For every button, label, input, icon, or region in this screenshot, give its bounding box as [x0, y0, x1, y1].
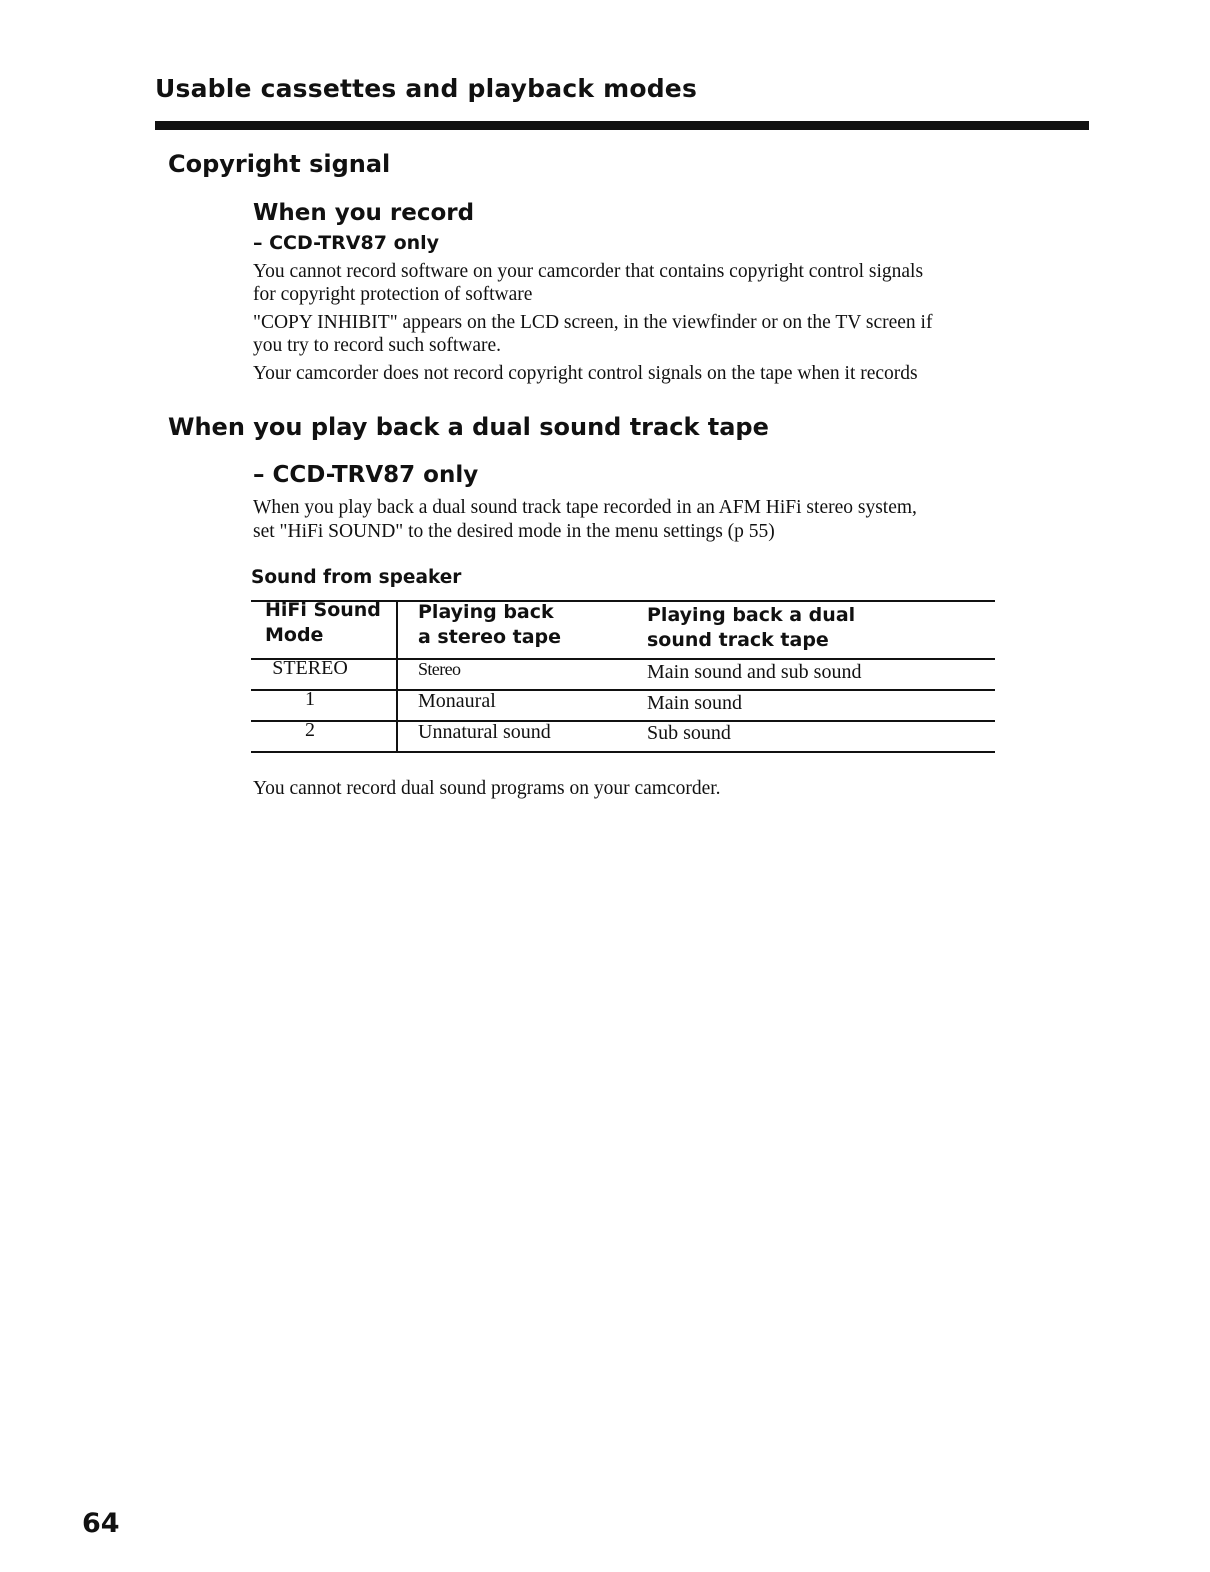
- body-line: "COPY INHIBIT" appears on the LCD screen, in the viewfinder or on the TV screen if: [253, 312, 933, 333]
- table-cell-mode: 1: [305, 688, 315, 710]
- table-cell-stereo: Monaural: [418, 690, 496, 712]
- table-bottom-rule: [251, 751, 995, 753]
- section-title-dual-sound: When you play back a dual sound track tape: [168, 413, 769, 441]
- table-header-stereo: Playing back a stereo tape: [418, 601, 562, 648]
- subsection-title-when-you-record: When you record: [253, 200, 475, 226]
- body-line: When you play back a dual sound track tape recorded in an AFM HiFi stereo system,: [253, 497, 917, 518]
- body-line: set "HiFi SOUND" to the desired mode in the menu settings (p 55): [253, 521, 775, 542]
- model-note-dual-sound: – CCD-TRV87 only: [253, 462, 479, 488]
- section-title-copyright: Copyright signal: [168, 150, 391, 178]
- body-line: Your camcorder does not record copyright control signals on the tape when it records: [253, 363, 918, 384]
- table-header-dual: Playing back a dual sound track tape: [647, 604, 856, 651]
- table-cell-stereo: Unnatural sound: [418, 721, 551, 743]
- body-line: You cannot record software on your camcorder that contains copyright control signals: [253, 261, 924, 282]
- page-header-title: Usable cassettes and playback modes: [155, 74, 698, 103]
- body-line: you try to record such software.: [253, 335, 502, 356]
- table-cell-dual: Main sound and sub sound: [647, 661, 862, 683]
- table-header-mode: HiFi Sound Mode: [265, 599, 381, 646]
- table-cell-mode: STEREO: [272, 657, 348, 679]
- page-number: 64: [82, 1508, 120, 1539]
- footnote: You cannot record dual sound programs on your camcorder.: [253, 778, 721, 799]
- table-caption: Sound from speaker: [251, 567, 462, 588]
- table-column-divider: [396, 600, 398, 751]
- model-note-record: – CCD-TRV87 only: [253, 232, 440, 254]
- table-cell-dual: Sub sound: [647, 722, 731, 744]
- table-cell-dual: Main sound: [647, 692, 742, 714]
- body-line: for copyright protection of software: [253, 284, 533, 305]
- header-rule: [155, 121, 1089, 130]
- table-cell-stereo: Stereo: [418, 659, 461, 679]
- table-cell-mode: 2: [305, 719, 315, 741]
